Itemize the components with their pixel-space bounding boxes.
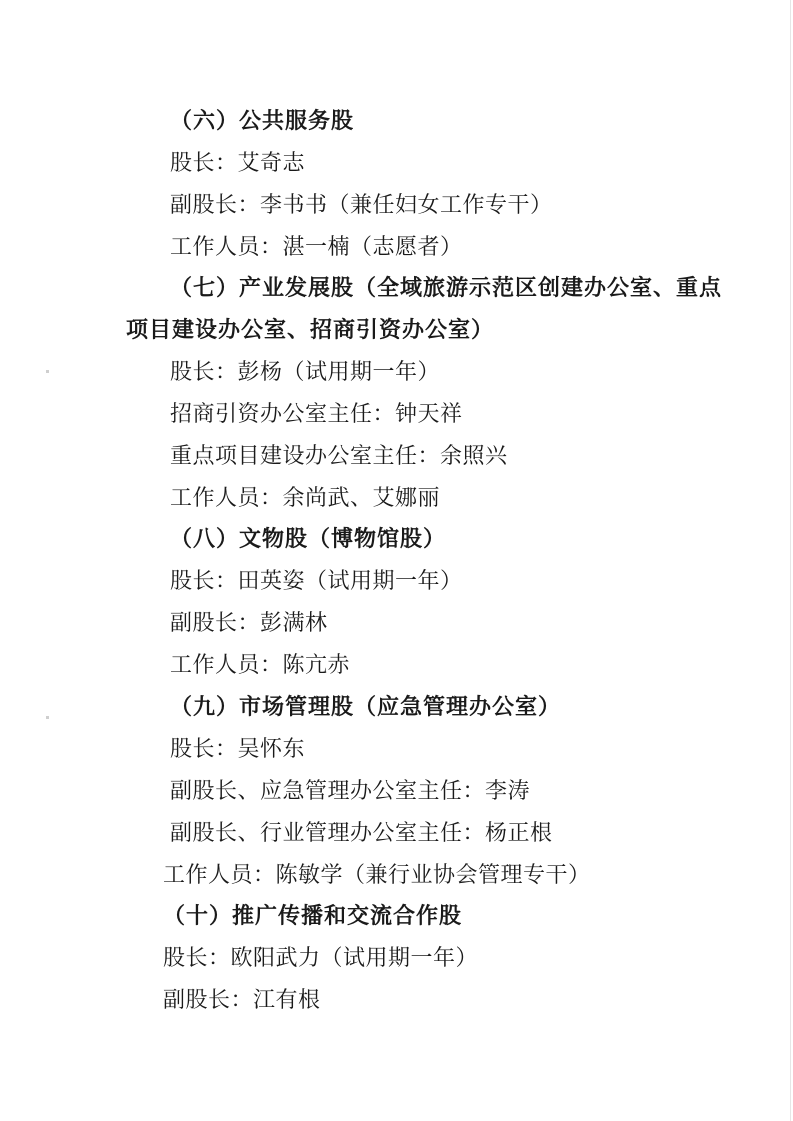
- staff-line: 副股长：江有根: [163, 988, 321, 1013]
- staff-line: 工作人员：余尚武、艾娜丽: [170, 486, 441, 511]
- staff-line: 股长：彭杨（试用期一年）: [170, 360, 441, 385]
- staff-line: 股长：欧阳武力（试用期一年）: [163, 946, 479, 971]
- section-heading-7: （七）产业发展股（全域旅游示范区创建办公室、重点: [170, 276, 723, 301]
- staff-line: 招商引资办公室主任：钟天祥: [170, 402, 463, 427]
- staff-line: 副股长、行业管理办公室主任：杨正根: [170, 821, 553, 846]
- staff-line: 股长：田英姿（试用期一年）: [170, 569, 463, 594]
- page-edge: [790, 0, 791, 1121]
- section-heading-10: （十）推广传播和交流合作股: [163, 904, 463, 929]
- scan-mark: [46, 716, 49, 719]
- section-heading-6: （六）公共服务股: [170, 109, 355, 134]
- staff-line: 工作人员：陈亢赤: [170, 653, 351, 678]
- section-heading-9: （九）市场管理股（应急管理办公室）: [170, 695, 562, 720]
- staff-line: 副股长：李书书（兼任妇女工作专干）: [170, 193, 553, 218]
- staff-line: 副股长：彭满林: [170, 611, 328, 636]
- section-heading-8: （八）文物股（博物馆股）: [170, 527, 447, 552]
- staff-line: 副股长、应急管理办公室主任：李涛: [170, 779, 531, 804]
- section-heading-7-cont: 项目建设办公室、招商引资办公室）: [126, 318, 495, 343]
- scan-mark: [46, 370, 49, 373]
- staff-line: 重点项目建设办公室主任：余照兴: [170, 444, 508, 469]
- staff-line: 工作人员：湛一楠（志愿者）: [170, 235, 463, 260]
- staff-line: 股长：吴怀东: [170, 737, 306, 762]
- staff-line: 股长：艾奇志: [170, 151, 306, 176]
- staff-line: 工作人员：陈敏学（兼行业协会管理专干）: [163, 863, 591, 888]
